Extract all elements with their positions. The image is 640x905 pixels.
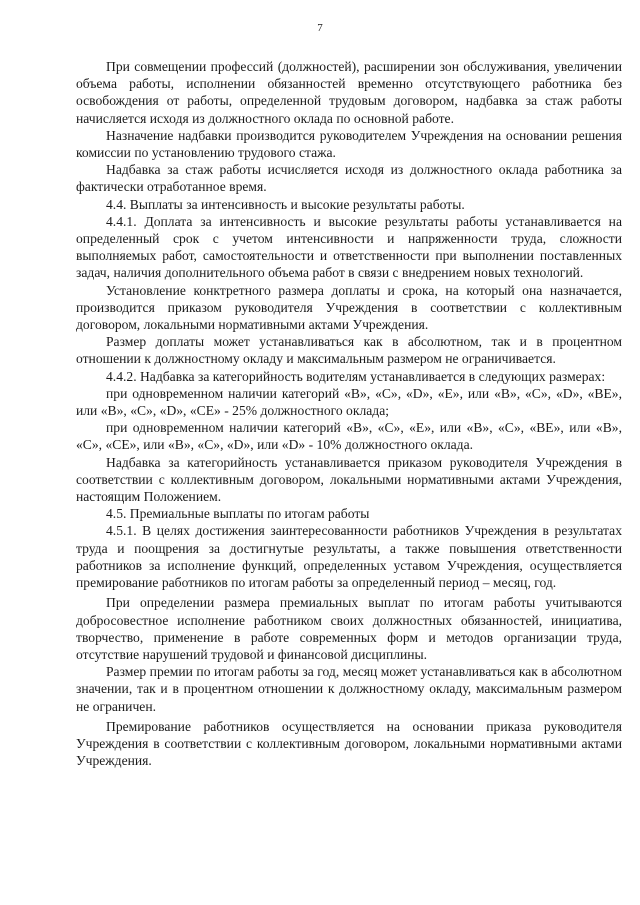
paragraph-category-25: при одновременном наличии категорий «В», «С», «D», «Е», или «В», «С», «D», «ВЕ», или «В», «С», «D», «СЕ» - 25% должностного оклада;	[76, 385, 622, 419]
paragraph-category-order: Надбавка за категорийность устанавливается приказом руководителя Учреждения в соответствии с коллективным договором, локальными нормативными актами Учреждения, настоящим Положением.	[76, 454, 622, 505]
paragraph-category-10: при одновременном наличии категорий «В», «С», «Е», или «В», «С», «ВЕ», или «В», «С», «СЕ», или «В», «С», «D», или «D» - 10% должностного оклада.	[76, 420, 622, 453]
paragraph-4-4-2: 4.4.2. Надбавка за категорийность водителям устанавливается в следующих размерах:	[106, 368, 606, 384]
paragraph-4-5-1: 4.5.1. В целях достижения заинтересованности работников Учреждения в результатах труда и поощрения за достигнутые результаты, а также повышения ответственности работников за исполнение функций, определенных уставом Учреждения, осуществляется премирование работников по итогам работы за определенный период – месяц, год.	[76, 523, 622, 591]
paragraph-premium-criteria: При определении размера премиальных выплат по итогам работы учитываются добросовестное исполнение работником своих должностных обязанностей, инициатива, творчество, применение в работе современных форм и методов организации труда, отсутствие нарушений трудовой и финансовой дисциплины.	[76, 595, 622, 662]
paragraph-premium-order: Премирование работников осуществляется на основании приказа руководителя Учреждения в соответствии с коллективным договором, локальными нормативными актами Учреждения.	[76, 718, 622, 769]
paragraph-combined-duties: При совмещении профессий (должностей), расширении зон обслуживания, увеличении объема работы, исполнении обязанностей временно отсутствующего работника без освобождения от работы, определенной трудовым договором, надбавка за стаж работы начисляется исходя из должностного оклада по основной работе.	[76, 59, 622, 126]
paragraph-premium-size: Размер премии по итогам работы за год, месяц может устанавливаться как в абсолютном значении, так и в процентном отношении к должностному окладу, максимальным размером не ограничен.	[76, 664, 622, 714]
paragraph-surcharge-size: Размер доплаты может устанавливаться как в абсолютном, так и в процентном отношении к должностному окладу и максимальным размером не ограничивается.	[76, 334, 622, 367]
paragraph-surcharge-order: Установление конктретного размера доплаты и срока, на который она назначается, производится приказом руководителя Учреждения в соответствии с коллективным договором, локальными нормативными актами Учреждения.	[76, 282, 622, 333]
section-heading-4-4: 4.4. Выплаты за интенсивность и высокие результаты работы.	[106, 196, 465, 212]
paragraph-bonus-calculation: Надбавка за стаж работы исчисляется исходя из должностного оклада работника за фактически отработанное время.	[76, 162, 622, 195]
document-body	[76, 58, 622, 769]
paragraph-4-4-1: 4.4.1. Доплата за интенсивность и высокие результаты работы устанавливается на определенный срок с учетом интенсивности и напряженности труда, сложности выполняемых работ, самостоятельности и ответственности при выполнении поставленных задач, наличия дополнительного объема работ в связи с внедрением новых технологий.	[76, 213, 622, 281]
paragraph-bonus-assignment: Назначение надбавки производится руководителем Учреждения на основании решения комиссии по установлению трудового стажа.	[76, 127, 622, 161]
page-number: 7	[317, 22, 323, 34]
section-heading-4-5: 4.5. Премиальные выплаты по итогам работы	[106, 506, 370, 522]
